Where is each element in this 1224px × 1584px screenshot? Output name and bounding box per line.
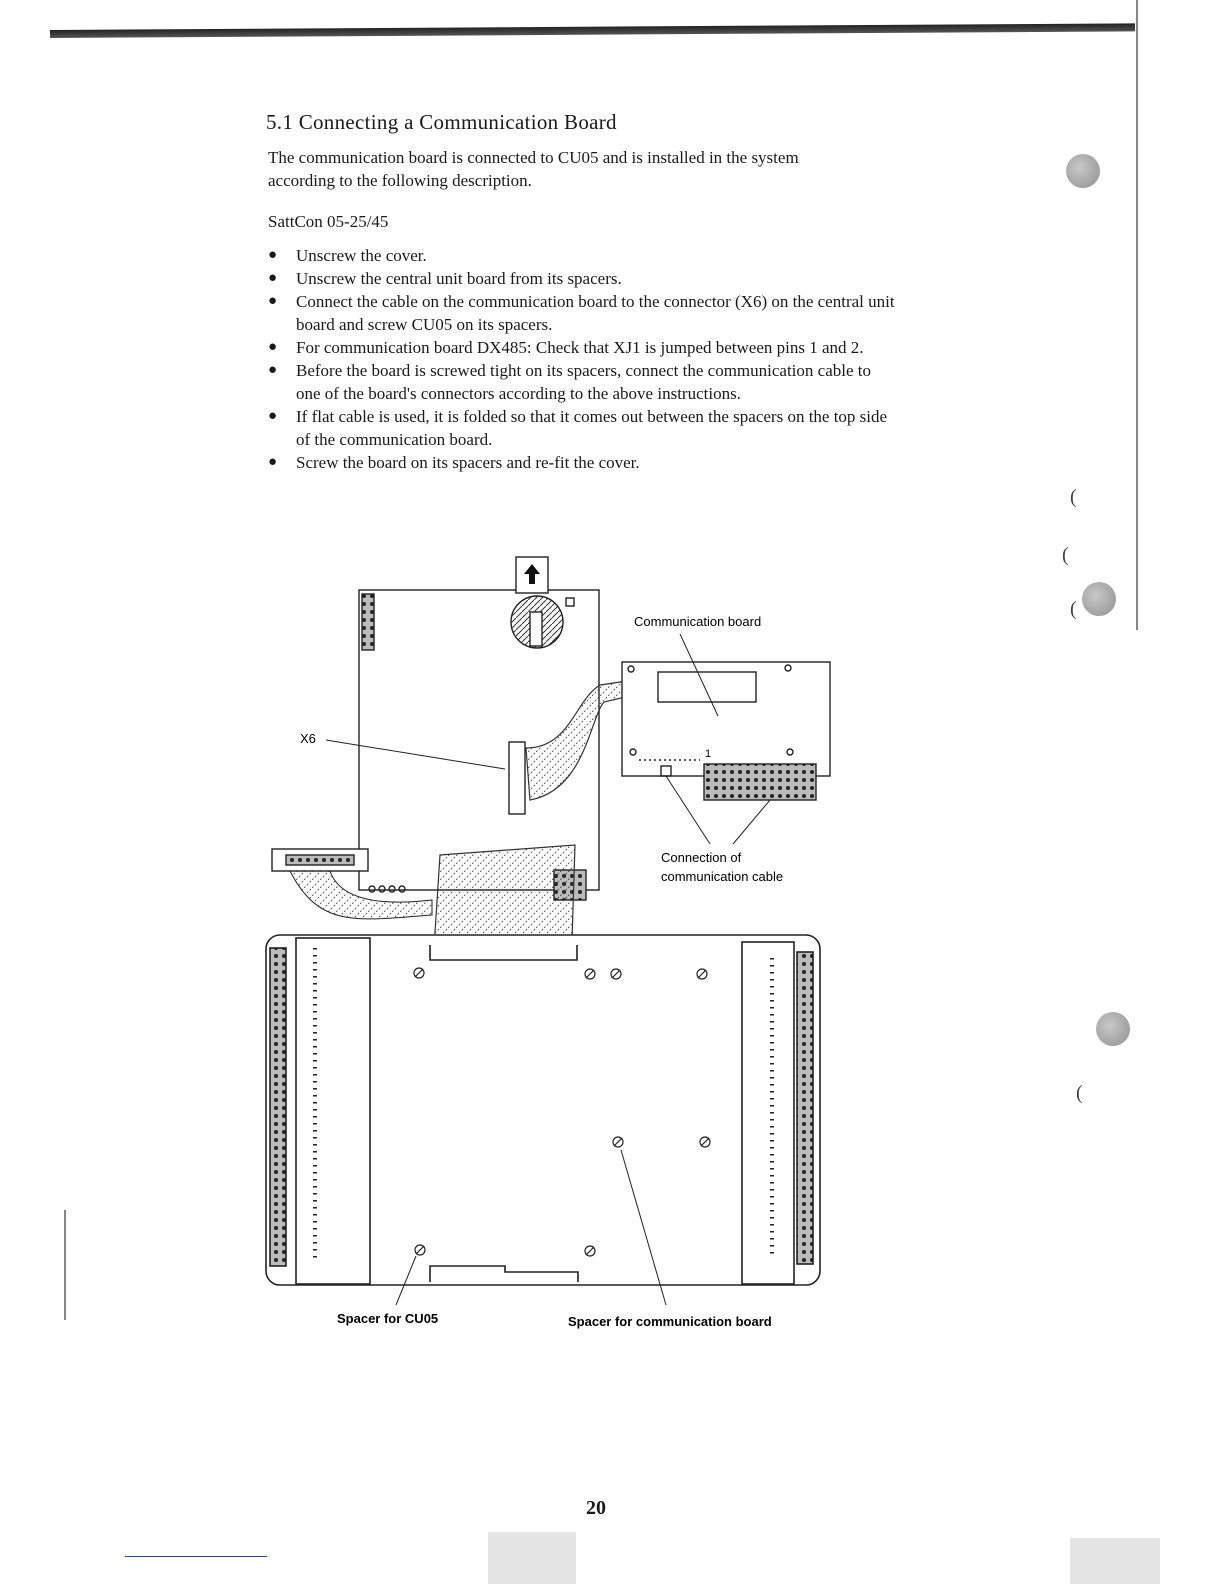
list-item: ● Unscrew the central unit board from its spacers. [268, 269, 622, 288]
bullet-icon: ● [268, 339, 278, 355]
spacer-comm-board-label: Spacer for communication board [568, 1314, 772, 1329]
x6-label: X6 [300, 731, 316, 746]
margin-mark: ( [1070, 486, 1077, 508]
spacer-cu05-label: Spacer for CU05 [337, 1311, 439, 1326]
bullet-icon: ● [268, 247, 278, 263]
communication-board-label: Communication board [634, 614, 762, 629]
list-item: ● For communication board DX485: Check that XJ1 is jumped between pins 1 and 2. [268, 338, 864, 357]
list-item: ● Unscrew the cover. [268, 246, 427, 265]
list-item: ● Before the board is screwed tight on its spacers, connect the communication cable to one of the board's connectors according to the above instructions. [268, 361, 871, 403]
side-connector [272, 849, 432, 919]
bullet-icon: ● [268, 293, 278, 309]
connection-label-line1: Connection of [661, 850, 742, 865]
margin-mark: ( [1062, 544, 1069, 566]
bullet-icon: ● [268, 270, 278, 286]
bullet-icon: ● [268, 454, 278, 470]
page-number: 20 [586, 1497, 606, 1519]
list-item: ● If flat cable is used, it is folded so that it comes out between the spacers on the top side of the communication board. [268, 407, 888, 449]
bullet-icon: ● [268, 408, 278, 424]
footer-rule [125, 1556, 267, 1557]
flat-ribbon-cable [526, 680, 634, 800]
model-subheading: SattCon 05-25/45 [268, 212, 389, 231]
base-board [266, 935, 820, 1305]
x6-connector [326, 740, 525, 814]
margin-mark: ( [1076, 1082, 1083, 1104]
pin-1-label: 1 [705, 748, 712, 760]
communication-board [622, 634, 830, 844]
bullet-icon: ● [268, 362, 278, 378]
margin-mark: ( [1070, 598, 1077, 620]
section-title: 5.1 Connecting a Communication Board [266, 110, 617, 134]
connection-label-line2: communication cable [661, 869, 784, 884]
main-flat-cable [434, 845, 575, 948]
list-item: ● Connect the cable on the communication board to the connector (X6) on the central unit board and screw CU05 on its spacers. [268, 292, 895, 334]
intro-paragraph: The communication board is connected to CU05 and is installed in the system according to the following description. [268, 148, 799, 190]
list-item: ● Screw the board on its spacers and re-fit the cover. [268, 453, 640, 472]
